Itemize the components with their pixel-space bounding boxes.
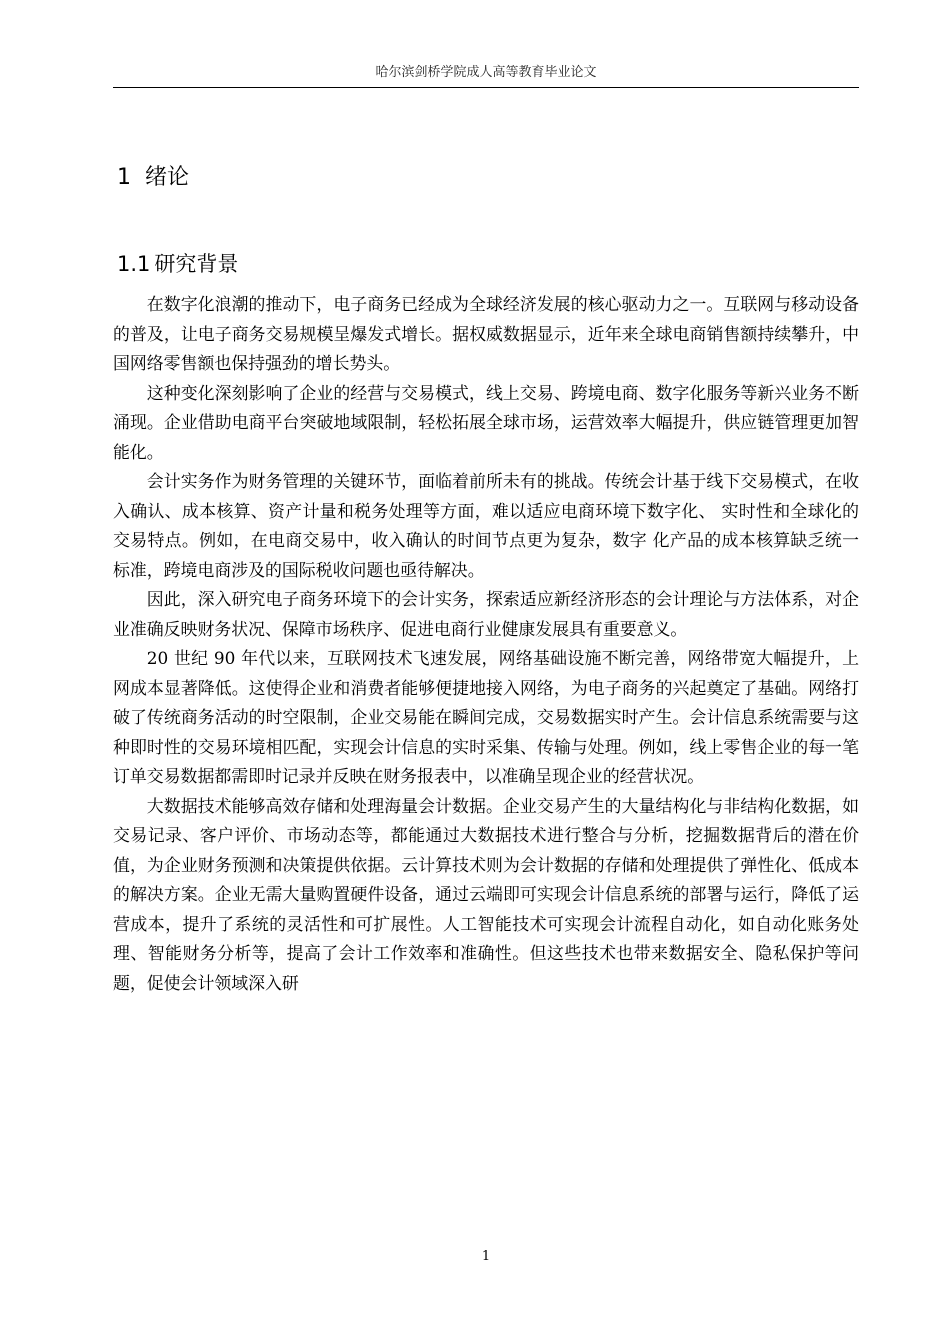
paragraph: 20 世纪 90 年代以来，互联网技术飞速发展，网络基础设施不断完善，网络带宽大幅提升，上网成本显著降低。这使得企业和消费者能够便捷地接入网络，为电子商务的兴起奠定了基础。网络打破了传统商务活动的时空限制，企业交易能在瞬间完成，交易数据实时产生。会计信息系统需要与这种即时性的交易环境相匹配，实现会计信息的实时采集、传输与处理。例如，线上零售企业的每一笔订单交易数据都需即时记录并反映在财务报表中，以准确呈现企业的经营状况。: [113, 648, 859, 786]
body-text: [113, 290, 859, 998]
paragraph: 这种变化深刻影响了企业的经营与交易模式，线上交易、跨境电商、数字化服务等新兴业务不断涌现。企业借助电商平台突破地域限制，轻松拓展全球市场，运营效率大幅提升，供应链管理更加智能化。: [113, 382, 859, 462]
header-divider: [113, 87, 859, 88]
paragraph: 大数据技术能够高效存储和处理海量会计数据。企业交易产生的大量结构化与非结构化数据，如交易记录、客户评价、市场动态等，都能通过大数据技术进行整合与分析，挖掘数据背后的潜在价值，为企业财务预测和决策提供依据。云计算技术则为会计数据的存储和处理提供了弹性化、低成本的解决方案。企业无需大量购置硬件设备，通过云端即可实现会计信息系统的部署与运行，降低了运营成本，提升了系统的灵活性和可扩展性。人工智能技术可实现会计流程自动化，如自动化账务处理、智能财务分析等，提高了会计工作效率和准确性。但这些技术也带来数据安全、隐私保护等问题，促使会计领域深入研: [113, 795, 859, 993]
section-heading: [117, 249, 238, 279]
chapter-number: 1: [117, 165, 131, 190]
section-number: 1.1: [117, 252, 151, 276]
chapter-heading: [117, 163, 189, 193]
paragraph: 因此，深入研究电子商务环境下的会计实务，探索适应新经济形态的会计理论与方法体系，对企业准确反映财务状况、保障市场秩序、促进电商行业健康发展具有重要意义。: [113, 589, 859, 639]
page-number: 1: [481, 1249, 491, 1264]
chapter-title-text: 绪论: [145, 165, 190, 190]
section-title-text: 研究背景: [154, 252, 239, 276]
paragraph: 在数字化浪潮的推动下，电子商务已经成为全球经济发展的核心驱动力之一。互联网与移动设备的普及，让电子商务交易规模呈爆发式增长。据权威数据显示，近年来全球电商销售额持续攀升，中国网络零售额也保持强劲的增长势头。: [113, 294, 859, 373]
running-header: 哈尔滨剑桥学院成人高等教育毕业论文: [375, 65, 597, 80]
paragraph: 会计实务作为财务管理的关键环节，面临着前所未有的挑战。传统会计基于线下交易模式，在收入确认、成本核算、资产计量和税务处理等方面，难以适应电商环境下数字化、 实时性和全球化的交易特点。例如，在电商交易中，收入确认的时间节点更为复杂，数字 化产品的成本核算缺乏统一标准，跨境电商涉及的国际税收问题也亟待解决。: [113, 471, 859, 580]
